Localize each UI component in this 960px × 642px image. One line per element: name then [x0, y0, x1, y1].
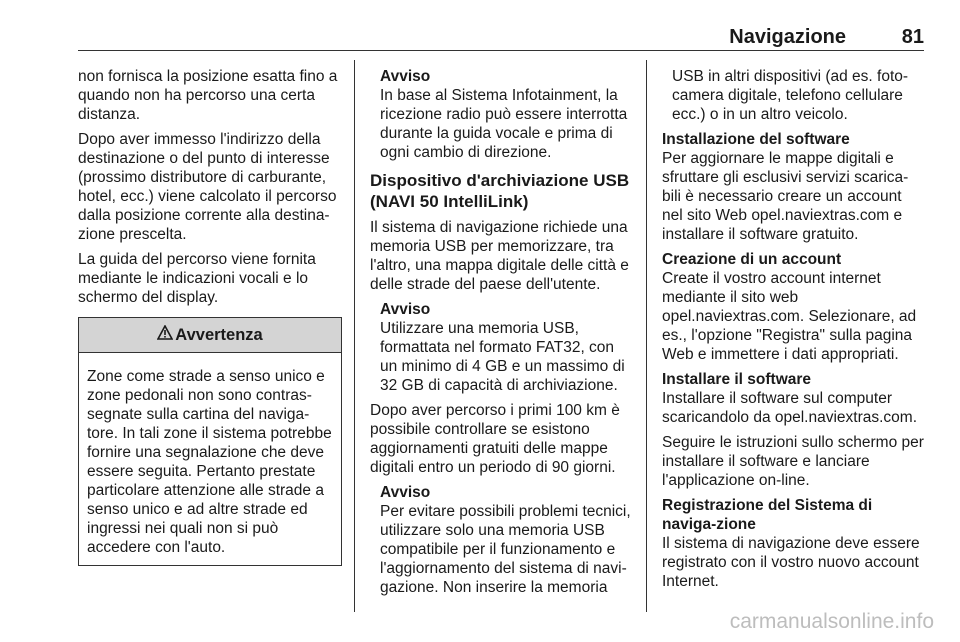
paragraph: non fornisca la posizione esatta fino a quando non ha percorso una certa distanza. — [78, 68, 338, 123]
column-divider — [646, 60, 647, 612]
notice-text: Utilizzare una memoria USB, formattata nel formato FAT32, con un minimo di 4 GB e un massimo di 32 GB di capacità di archiviazione. — [380, 320, 625, 394]
subheading: Installare il software — [662, 371, 812, 388]
column-2 — [370, 67, 634, 597]
paragraph: Per aggiornare le mappe digitali e sfruttare gli esclusivi servizi scarica-bili è necessario creare un account nel sito Web opel.naviextras.com e installare il software gratuito. — [662, 150, 909, 243]
page-title: Navigazione — [729, 26, 846, 48]
section-heading: Dispositivo d'archiviazione USB (NAVI 50 IntelliLink) — [370, 171, 630, 211]
warning-triangle-icon — [157, 325, 173, 344]
notice-block — [370, 483, 634, 597]
paragraph: USB in altri dispositivi (ad es. foto-camera digitale, telefono cellulare ecc.) o in un altro veicolo. — [672, 68, 909, 123]
notice-title: Avviso — [380, 68, 431, 85]
page-number: 81 — [901, 26, 924, 48]
paragraph: La guida del percorso viene fornita mediante le indicazioni vocali e lo schermo del display. — [78, 251, 316, 306]
subheading: Creazione di un account — [662, 251, 842, 268]
notice-block — [370, 300, 634, 395]
paragraph: Il sistema di navigazione deve essere registrato con il vostro nuovo account Internet. — [662, 535, 920, 590]
warning-box — [78, 317, 342, 566]
paragraph: Dopo aver immesso l'indirizzo della destinazione o del punto di interesse (prossimo distributore di carburante, hotel, ecc.) viene calcolato il percorso dalla posizione corrente alla destina-zione prescelta. — [78, 131, 337, 243]
watermark-text: carmanualsonline.info — [729, 610, 934, 633]
notice-text: Per evitare possibili problemi tecnici, utilizzare solo una memoria USB compatibile per il funzionamento e l'aggiornamento del sistema di navi-gazione. Non inserire la memoria — [380, 503, 631, 596]
warning-text: Zone come strade a senso unico e zone pedonali non sono contras-segnate sulla cartina del naviga-tore. In tali zone il sistema potrebbe fornire una segnalazione che deve essere seguita. Pertanto prestate particolare attenzione alle strade a senso unico e ad altre strade ed ingressi nei quali non si può accedere con l'auto. — [87, 368, 332, 556]
notice-text: In base al Sistema Infotainment, la ricezione radio può essere interrotta durante la guida vocale e prima di ogni cambio di direzione. — [380, 87, 628, 161]
notice-title: Avviso — [380, 301, 431, 318]
column-3 — [662, 67, 926, 597]
paragraph: Il sistema di navigazione richiede una memoria USB per memorizzare, tra l'altro, una mappa digitale delle città e delle strade del paese dell'utente. — [370, 219, 629, 293]
subheading: Installazione del software — [662, 131, 850, 148]
page-header — [78, 0, 924, 51]
subheading: Registrazione del Sistema di naviga-zione — [662, 497, 873, 533]
column-1 — [78, 67, 342, 566]
notice-title: Avviso — [380, 484, 431, 501]
paragraph: Create il vostro account internet mediante il sito web opel.naviextras.com. Selezionare, ad es., l'opzione "Registra" sulla pagina Web e immettere i dati appropriati. — [662, 270, 917, 363]
paragraph: Seguire le istruzioni sullo schermo per installare il software e lanciare l'applicazione on-line. — [662, 434, 924, 489]
warning-title: Avvertenza — [175, 326, 263, 344]
paragraph: Dopo aver percorso i primi 100 km è possibile controllare se esistono aggiornamenti gratuiti delle mappe digitali entro un periodo di 90 giorni. — [370, 402, 620, 476]
paragraph: Installare il software sul computer scaricandolo da opel.naviextras.com. — [662, 390, 918, 426]
warning-header — [79, 318, 341, 353]
column-divider — [354, 60, 355, 612]
notice-block — [370, 67, 634, 162]
